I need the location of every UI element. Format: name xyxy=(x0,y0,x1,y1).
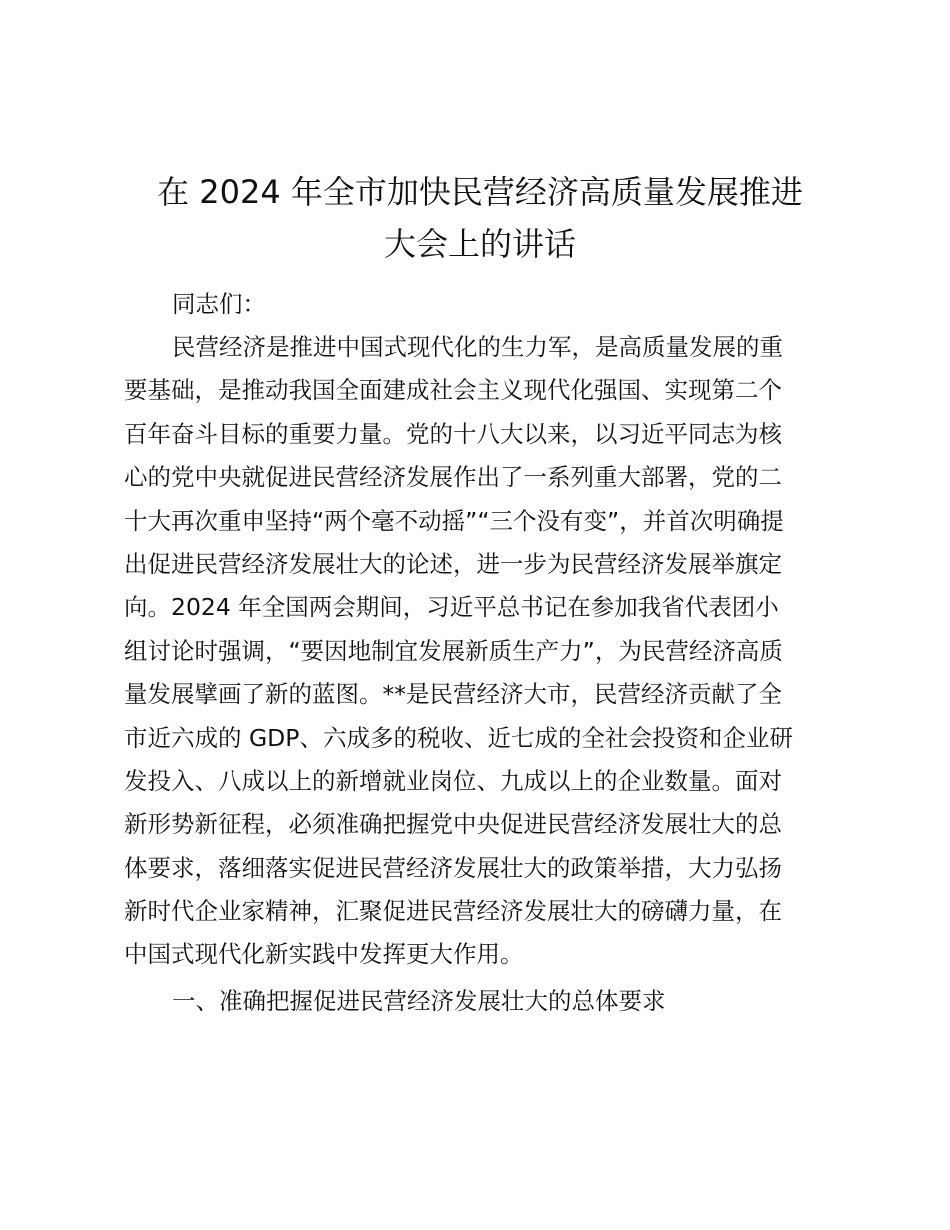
paragraph-line: 心的党中央就促进民营经济发展作出了一系列重大部署，党的二 xyxy=(124,463,782,492)
paragraph-line: 向。2024 年全国两会期间，习近平总书记在参加我省代表团小 xyxy=(124,593,779,622)
title-line-2: 大会上的讲话 xyxy=(383,225,576,263)
paragraph-line: 民营经济是推进中国式现代化的生力军，是高质量发展的重 xyxy=(172,333,783,361)
paragraph-line: 新时代企业家精神，汇聚促进民营经济发展壮大的磅礴力量，在 xyxy=(124,897,782,926)
paragraph-line: 新形势新征程，必须准确把握党中央促进民营经济发展壮大的总 xyxy=(124,810,782,839)
section-heading xyxy=(124,980,828,1023)
paragraph-line: 十大再次重申坚持“两个毫不动摇”“三个没有变”，并首次明确提 xyxy=(124,506,784,535)
paragraph-line: 体要求，落细落实促进民营经济发展壮大的政策举措，大力弘扬 xyxy=(124,853,782,882)
salutation xyxy=(124,283,828,326)
document-title xyxy=(120,166,840,270)
paragraph-line: 发投入、八成以上的新增就业岗位、九成以上的企业数量。面对 xyxy=(124,766,782,795)
salutation-text: 同志们： xyxy=(172,290,266,318)
title-line-1: 在 2024 年全市加快民营经济高质量发展推进 xyxy=(157,173,803,211)
section-heading-text: 一、准确把握促进民营经济发展壮大的总体要求 xyxy=(172,987,666,1015)
paragraph-line: 要基础，是推动我国全面建成社会主义现代化强国、实现第二个 xyxy=(124,376,782,405)
intro-paragraph xyxy=(124,326,828,977)
paragraph-line: 出促进民营经济发展壮大的论述，进一步为民营经济发展举旗定 xyxy=(124,549,782,578)
paragraph-line: 量发展擘画了新的蓝图。**是民营经济大市，民营经济贡献了全 xyxy=(124,680,782,709)
paragraph-line: 百年奋斗目标的重要力量。党的十八大以来，以习近平同志为核 xyxy=(124,419,782,448)
paragraph-line: 中国式现代化新实践中发挥更大作用。 xyxy=(124,940,524,969)
paragraph-line: 组讨论时强调，“要因地制宜发展新质生产力”，为民营经济高质 xyxy=(124,636,783,665)
paragraph-line: 市近六成的 GDP、六成多的税收、近七成的全社会投资和企业研 xyxy=(124,723,793,752)
